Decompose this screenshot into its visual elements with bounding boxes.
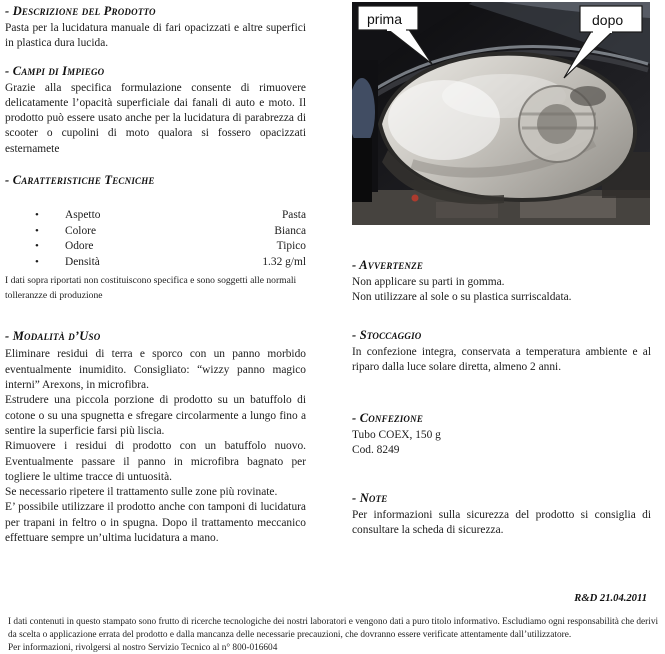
tech-spec-row: [5, 224, 306, 240]
headlight-glass: [380, 54, 635, 205]
person-reflection: [352, 60, 378, 202]
tech-spec-row: [5, 208, 306, 224]
tech-spec-label: Aspetto: [65, 209, 101, 222]
tech-spec-row: [5, 255, 306, 271]
modalita-paragraph: Eliminare residui di terra e sporco con un panno morbido eventualmente inumidito. Consigliato: “wizzy panno magico interni” Arexons, in microfibra.: [5, 348, 306, 392]
section-title-campi-impiego: - Campi di Impiego: [5, 63, 105, 78]
headlight-photo-canvas: [352, 2, 650, 225]
modalita-paragraph: Rimuovere i residui di prodotto con un batuffolo nuovo. Eventualmente passare il panno in microfibra bagnato per togliere le ultime tracce di untuosità.: [5, 440, 306, 483]
revision-date: R&D 21.04.2011: [574, 593, 647, 604]
note-text: Per informazioni sulla sicurezza del prodotto si consiglia di consultare la scheda di sicurezza.: [352, 508, 651, 537]
footer-disclaimer: [8, 616, 660, 654]
stoccaggio-text: In confezione integra, conservata a temperatura ambiente e al riparo dalla luce solare diretta, almeno 2 anni.: [352, 345, 651, 373]
right-column: [352, 2, 651, 538]
tech-spec-value: Bianca: [274, 224, 306, 237]
red-reflection-dot: [412, 195, 419, 202]
tech-spec-label: Colore: [65, 224, 97, 237]
tech-spec-value: 1.32 g/ml: [262, 255, 306, 268]
section-title-note: - Note: [352, 490, 388, 505]
confezione-packaging: Tubo COEX, 150 g: [352, 429, 441, 442]
avvertenze-line: Non utilizzare al sole o su plastica surriscaldata.: [352, 291, 572, 304]
footer-disclaimer-text: I dati contenuti in questo stampato sono frutto di ricerche tecnologiche dei nostri laboratori e vengono dati a puro titolo informativo. Escludiamo ogni responsabilità che derivi da scelta o applicazione errata del prodotto e dalla mancanza delle necessarie precauzioni, che dovranno essere verificate attentamente dall’utilizzatore.: [8, 617, 659, 640]
tech-spec-label: Densità: [65, 255, 100, 268]
avvertenze-line: Non applicare su parti in gomma.: [352, 276, 505, 288]
modalita-paragraph: E’ possibile utilizzare il prodotto anche con tamponi di lucidatura per trapani in feltro o in spugna. Dopo il trattamento meccanico effettuare sempre un’ultima lucidatura a mano.: [5, 501, 306, 545]
tech-spec-row: [5, 239, 306, 255]
headlight-photo: [352, 2, 650, 225]
tech-spec-value: Pasta: [281, 209, 306, 222]
callout-prima-label: prima: [367, 11, 403, 27]
tech-spec-list: [5, 208, 306, 270]
tech-spec-value: Tipico: [276, 240, 306, 253]
campi-impiego-text: Grazie alla specifica formulazione consente di rimuovere delicatamente l’opacità superficiale dai fanali di auto e moto. Il prodotto può essere usato anche per la lucidatura di parabrezza di scooter o cupolini di moto qualora si fossero opacizzati esternamete: [5, 81, 306, 155]
section-title-confezione: - Confezione: [352, 411, 424, 426]
footer-contact-line: Per informazioni, rivolgersi al nostro Servizio Tecnico al n° 800-016604: [8, 642, 278, 653]
bullet-icon: •: [35, 224, 39, 237]
bullet-icon: •: [35, 240, 39, 253]
tech-spec-label: Odore: [65, 240, 94, 253]
descrizione-text: Pasta per la lucidatura manuale di fari opacizzati e altre superfici in plastica dura lucida.: [5, 22, 306, 50]
section-title-modalita: - Modalità d’Uso: [5, 329, 101, 344]
section-title-descrizione: - Descrizione del Prodotto: [5, 4, 156, 18]
tech-spec-disclaimer: I dati sopra riportati non costituiscono specifica e sono soggetti alle normali tolleranzze di produzione: [5, 275, 297, 301]
section-title-caratteristiche: - Caratteristiche Tecniche: [5, 173, 155, 188]
section-title-stoccaggio: - Stoccaggio: [352, 327, 422, 342]
section-title-avvertenze: - Avvertenze: [352, 258, 424, 272]
bullet-icon: •: [35, 255, 39, 268]
bullet-icon: •: [35, 209, 39, 222]
left-column: [5, 4, 306, 546]
modalita-paragraph: Se necessario ripetere il trattamento sulle zone più rovinate.: [5, 486, 278, 499]
modalita-paragraph: Estrudere una piccola porzione di prodotto su un batuffolo di cotone o su una spugnetta e sfregare circolarmente a lungo fino a sentire la superficie farsi più liscia.: [5, 394, 306, 437]
callout-dopo-label: dopo: [592, 12, 624, 28]
confezione-code: Cod. 8249: [352, 444, 400, 457]
